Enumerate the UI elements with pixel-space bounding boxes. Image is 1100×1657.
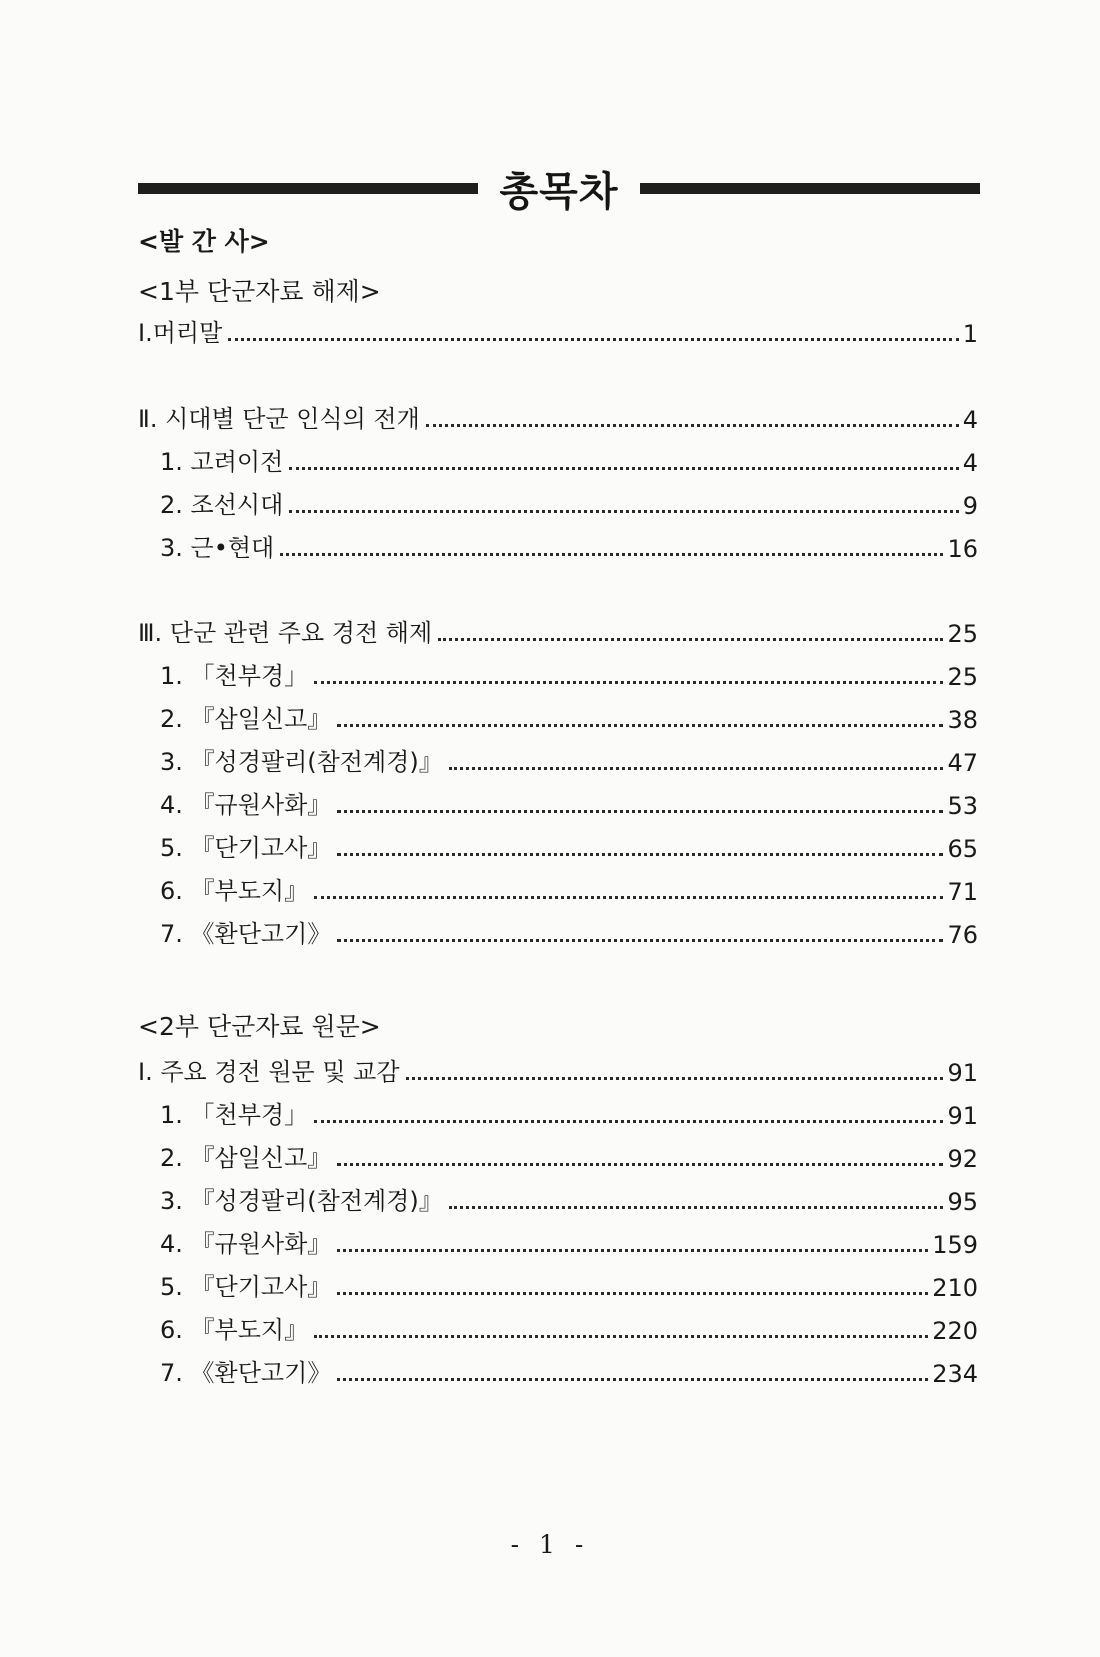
entry-page: 38 [947, 706, 978, 734]
dot-leader [337, 1292, 928, 1295]
entry-page: 1 [962, 320, 978, 348]
entry-label: 5. 『단기고사』 [160, 1273, 332, 1301]
entry-label: 3. 『성경팔리(참전계경)』 [160, 1187, 443, 1215]
entry-label: 2. 조선시대 [160, 491, 284, 519]
toc-entry-part2-section-1[interactable] [138, 1053, 978, 1087]
toc-entry[interactable] [160, 443, 978, 477]
entry-page: 159 [932, 1231, 978, 1259]
toc-entry[interactable] [160, 657, 978, 691]
title-rule-left [138, 183, 478, 194]
entry-page: 16 [947, 535, 978, 563]
toc-entry[interactable] [160, 486, 978, 520]
toc-entry[interactable] [160, 1354, 978, 1388]
entry-label: Ⅲ. 단군 관련 주요 경전 해제 [138, 619, 433, 647]
entry-label: 2. 『삼일신고』 [160, 705, 332, 733]
dot-leader [314, 1120, 943, 1123]
part2-heading: <2부 단군자료 원문> [138, 1012, 381, 1041]
entry-page: 220 [932, 1317, 978, 1345]
title-row [138, 162, 980, 214]
title-rule-right [640, 183, 980, 194]
dot-leader [289, 467, 958, 470]
dot-leader [337, 853, 943, 856]
entry-page: 25 [947, 620, 978, 648]
dot-leader [426, 424, 959, 427]
entry-label: 3. 『성경팔리(참전계경)』 [160, 748, 443, 776]
entry-label: 2. 『삼일신고』 [160, 1144, 332, 1172]
toc-entry[interactable] [160, 786, 978, 820]
entry-page: 65 [947, 835, 978, 863]
entry-page: 71 [947, 878, 978, 906]
entry-page: 4 [962, 406, 978, 434]
entry-page: 95 [947, 1188, 978, 1216]
entry-label: Ⅰ.머리말 [138, 319, 223, 347]
toc-entry[interactable] [160, 700, 978, 734]
preface-heading: <발 간 사> [138, 227, 270, 256]
entry-label: Ⅰ. 주요 경전 원문 및 교감 [138, 1058, 400, 1086]
entry-label: 1. 「천부경」 [160, 1101, 309, 1129]
dot-leader [337, 810, 943, 813]
entry-page: 91 [947, 1102, 978, 1130]
entry-label: 7. 《환단고기》 [160, 1359, 332, 1387]
entry-page: 91 [947, 1059, 978, 1087]
entry-page: 92 [947, 1145, 978, 1173]
toc-entry-section-3[interactable] [138, 614, 978, 648]
dot-leader [449, 767, 944, 770]
part1-heading: <1부 단군자료 해제> [138, 277, 381, 306]
dot-leader [314, 1335, 928, 1338]
toc-entry[interactable] [160, 1311, 978, 1345]
entry-label: 1. 「천부경」 [160, 662, 309, 690]
dot-leader [280, 553, 943, 556]
entry-page: 9 [962, 492, 978, 520]
dot-leader [289, 510, 958, 513]
toc-entry[interactable] [160, 1096, 978, 1130]
toc-entry-intro[interactable] [138, 314, 978, 348]
entry-page: 4 [962, 449, 978, 477]
toc-entry[interactable] [160, 1139, 978, 1173]
entry-page: 47 [947, 749, 978, 777]
dot-leader [228, 338, 958, 341]
toc-entry[interactable] [160, 915, 978, 949]
toc-entry[interactable] [160, 529, 978, 563]
toc-entry[interactable] [160, 743, 978, 777]
entry-label: 5. 『단기고사』 [160, 834, 332, 862]
entry-page: 210 [932, 1274, 978, 1302]
page-title: 총목차 [499, 168, 619, 215]
entry-label: 4. 『규원사화』 [160, 791, 332, 819]
entry-page: 25 [947, 663, 978, 691]
toc-entry[interactable] [160, 872, 978, 906]
dot-leader [337, 1249, 928, 1252]
dot-leader [314, 896, 943, 899]
entry-page: 234 [932, 1360, 978, 1388]
page-number: - 1 - [510, 1530, 590, 1559]
toc-entry-section-2[interactable] [138, 400, 978, 434]
toc-entry[interactable] [160, 1182, 978, 1216]
entry-label: 7. 《환단고기》 [160, 920, 332, 948]
toc-entry[interactable] [160, 1225, 978, 1259]
dot-leader [438, 638, 943, 641]
entry-label: Ⅱ. 시대별 단군 인식의 전개 [138, 405, 420, 433]
dot-leader [449, 1206, 944, 1209]
entry-label: 3. 근•현대 [160, 534, 275, 562]
dot-leader [314, 681, 943, 684]
dot-leader [337, 1378, 928, 1381]
dot-leader [337, 939, 943, 942]
toc-entry[interactable] [160, 1268, 978, 1302]
toc-entry[interactable] [160, 829, 978, 863]
entry-page: 76 [947, 921, 978, 949]
entry-label: 1. 고려이전 [160, 448, 284, 476]
dot-leader [337, 1163, 943, 1166]
entry-label: 6. 『부도지』 [160, 1316, 309, 1344]
entry-label: 6. 『부도지』 [160, 877, 309, 905]
entry-page: 53 [947, 792, 978, 820]
dot-leader [406, 1077, 944, 1080]
dot-leader [337, 724, 943, 727]
entry-label: 4. 『규원사화』 [160, 1230, 332, 1258]
